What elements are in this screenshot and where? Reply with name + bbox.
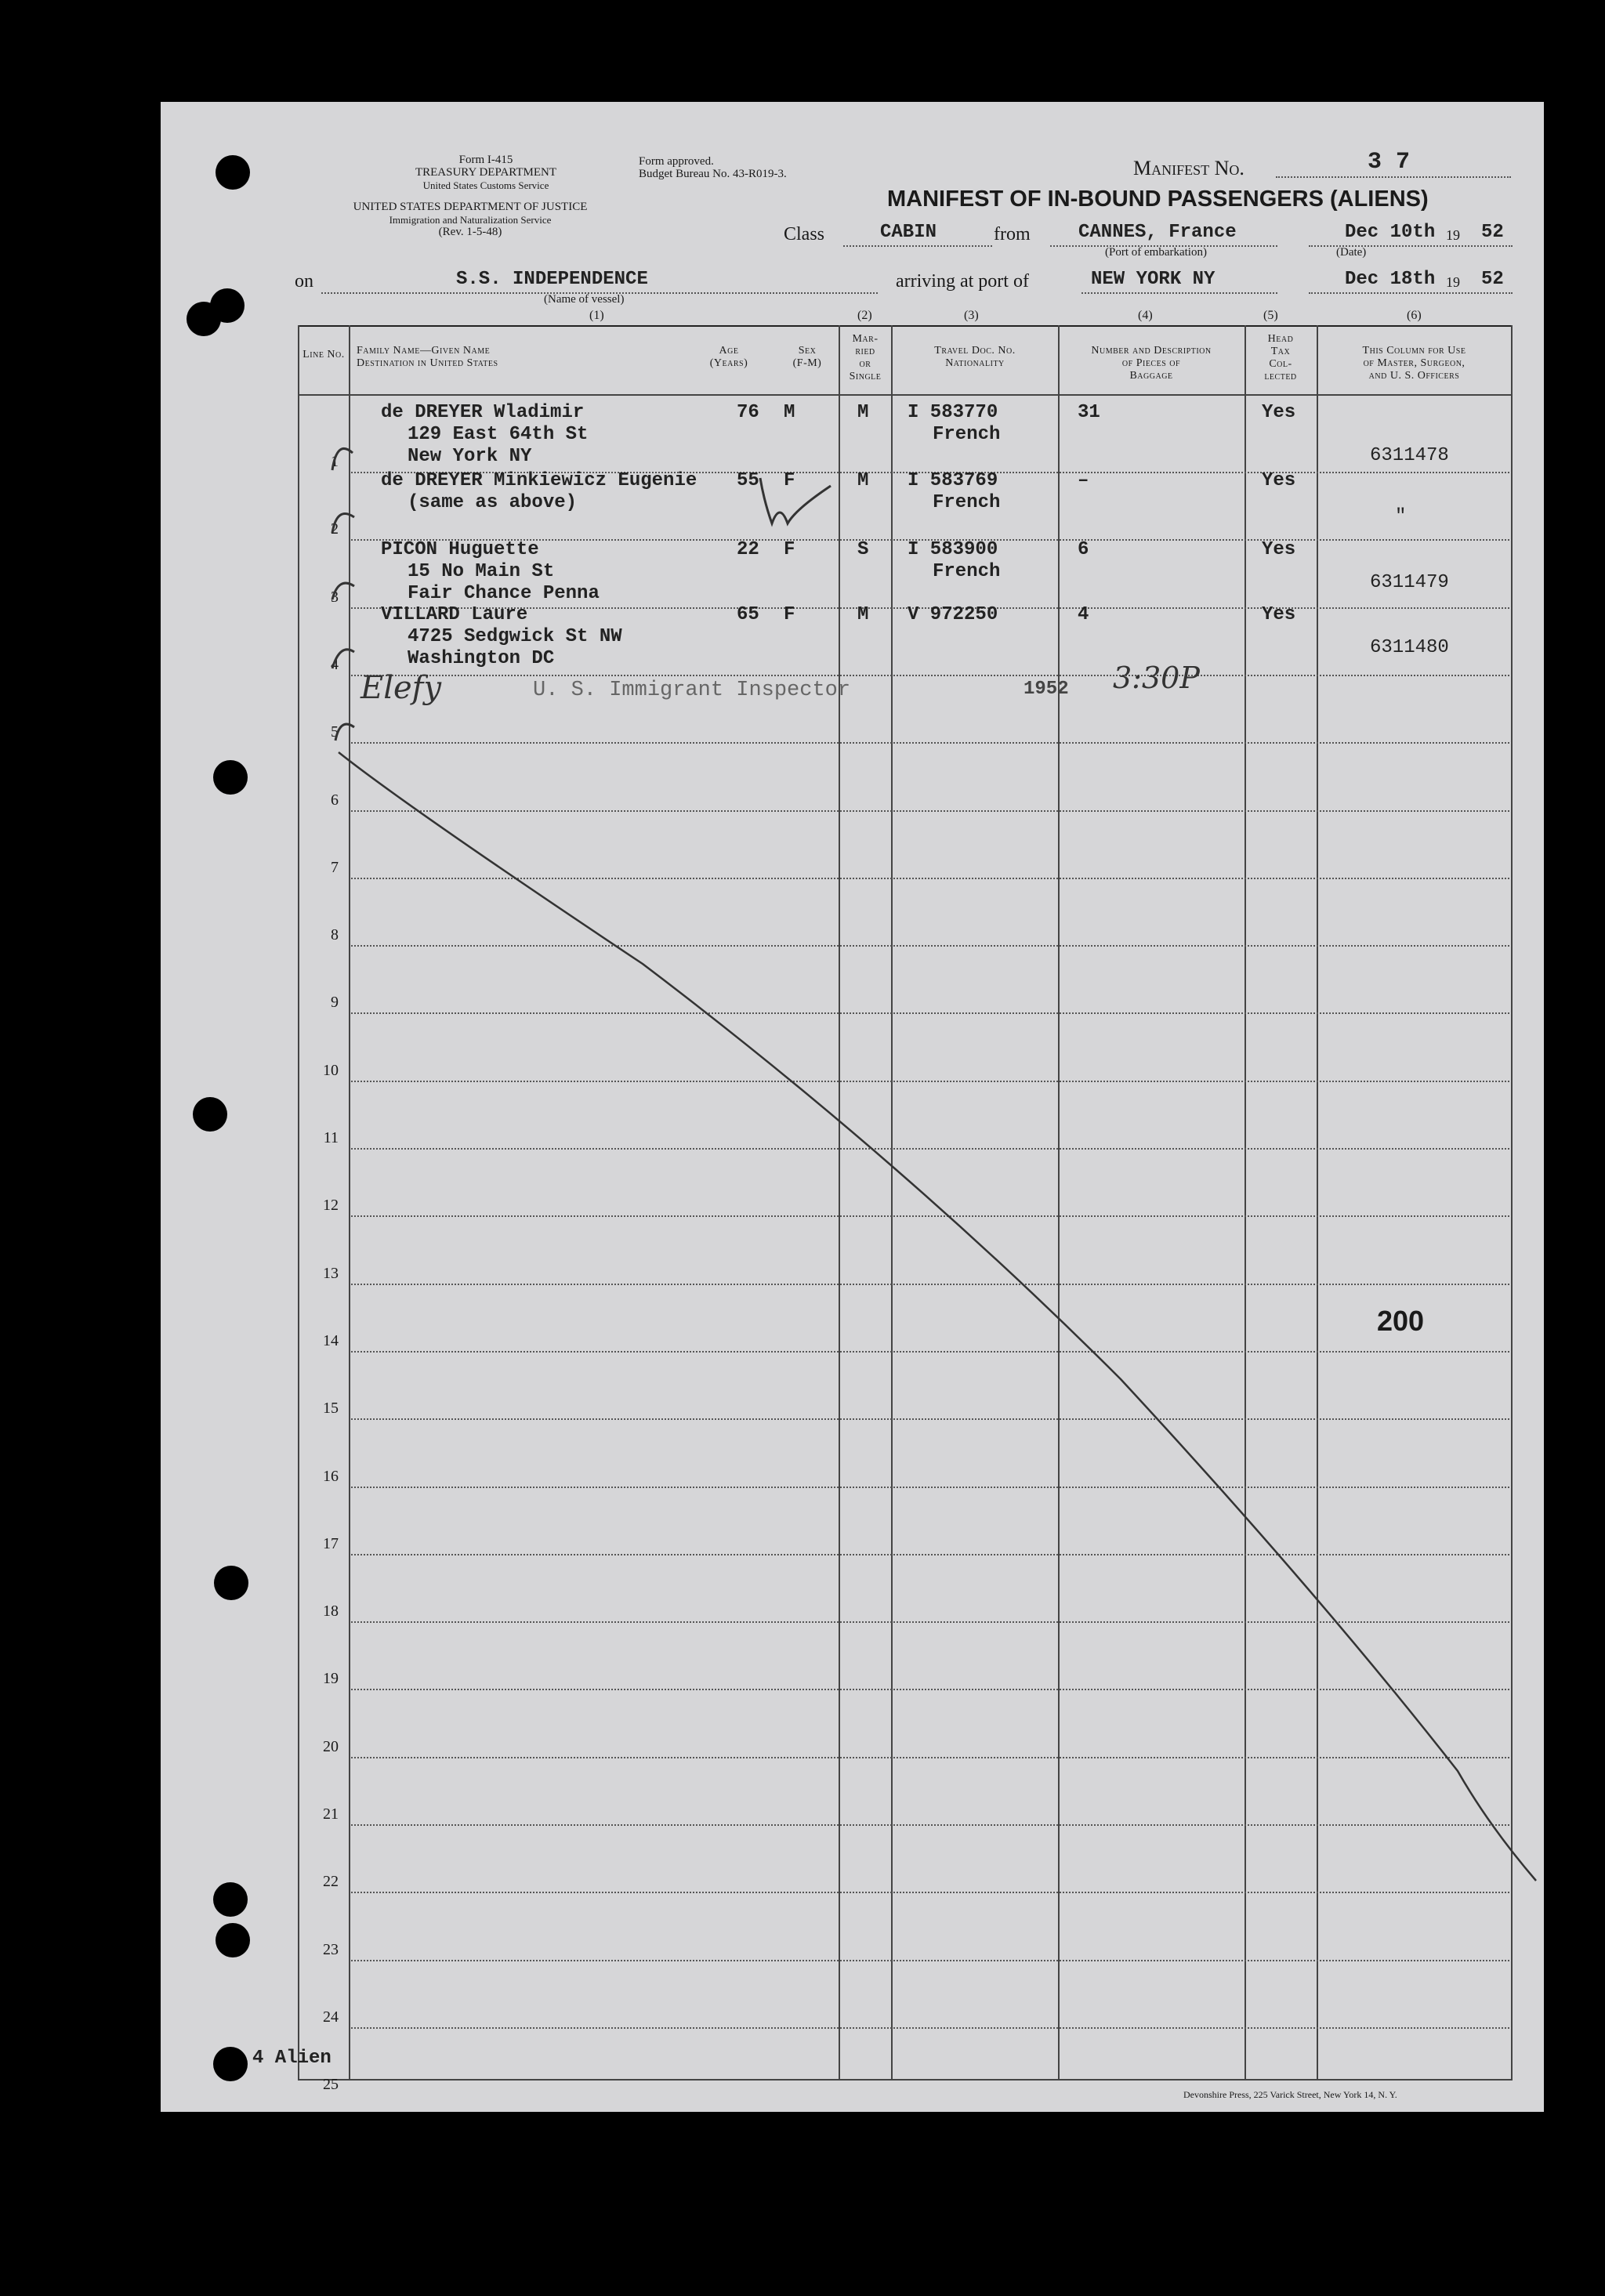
line-number: 5	[331, 723, 339, 741]
passenger-2-baggage: –	[1078, 470, 1089, 491]
passenger-2-age: 55	[737, 470, 759, 491]
passenger-1-doc: I 583770	[908, 402, 998, 423]
arriving-label: arriving at port of	[896, 271, 1029, 292]
vessel-name: S.S. INDEPENDENCE	[456, 269, 648, 290]
justice-dept: UNITED STATES DEPARTMENT OF JUSTICE	[353, 201, 588, 213]
passenger-3-name: PICON Huguette	[381, 539, 539, 560]
line-number: 10	[323, 1062, 339, 1079]
col-number-6: (6)	[1407, 309, 1422, 322]
check-mark-4	[332, 650, 354, 668]
ins-service: Immigration and Naturalization Service	[389, 214, 552, 226]
line-number: 4	[331, 656, 339, 673]
passenger-2-doc: I 583769	[908, 470, 998, 491]
passenger-1-sex: M	[784, 402, 795, 423]
printer-imprint: Devonshire Press, 225 Varick Street, New York 14, N. Y.	[1183, 2089, 1397, 2100]
line-number: 14	[323, 1332, 339, 1349]
passenger-3-married: S	[857, 539, 869, 560]
check-mark-3	[332, 583, 354, 599]
manifest-title: MANIFEST OF IN-BOUND PASSENGERS (ALIENS)	[887, 187, 1429, 212]
line-number: 24	[323, 2008, 339, 2026]
inspector-label: U. S. Immigrant Inspector	[533, 679, 851, 702]
line-number: 16	[323, 1468, 339, 1485]
passenger-4-address: 4725 Sedgwick St NW	[408, 626, 622, 647]
budget-bureau: Budget Bureau No. 43-R019-3.	[639, 168, 787, 180]
vessel-caption: (Name of vessel)	[544, 293, 625, 306]
line-number: 2	[331, 520, 339, 538]
passenger-1-age: 76	[737, 402, 759, 423]
passenger-4-baggage: 4	[1078, 604, 1089, 625]
check-mark-2	[332, 514, 354, 534]
manifest-no-label: Manifest No.	[1133, 157, 1245, 179]
departure-year: 52	[1481, 222, 1504, 243]
passenger-1-nationality: French	[933, 424, 1001, 445]
header-baggage: Number and Description of Pieces of Baggage	[1091, 345, 1212, 382]
passenger-4-city: Washington DC	[408, 648, 555, 669]
from-label: from	[994, 224, 1031, 244]
line-number: 21	[323, 1805, 339, 1823]
passenger-3-officer-no: 6311479	[1370, 572, 1449, 593]
passenger-2-nationality: French	[933, 492, 1001, 513]
passenger-4-tax: Yes	[1262, 604, 1296, 625]
passenger-3-age: 22	[737, 539, 759, 560]
line-number: 11	[323, 1129, 339, 1146]
passenger-1-married: M	[857, 402, 869, 423]
inspection-time: 3:30P	[1113, 661, 1200, 695]
line-number: 15	[323, 1400, 339, 1417]
passenger-1-baggage: 31	[1078, 402, 1100, 423]
year-prefix-2: 19	[1446, 274, 1460, 290]
class-value: CABIN	[880, 222, 937, 243]
col-number-5: (5)	[1263, 309, 1278, 322]
manifest-no-value: 3 7	[1368, 149, 1411, 176]
alien-count: 4 Alien	[252, 2048, 332, 2069]
form-number: Form I-415	[458, 154, 513, 166]
col-number-1: (1)	[589, 309, 604, 322]
passenger-4-officer-no: 6311480	[1370, 637, 1449, 658]
passenger-4-name: VILLARD Laure	[381, 604, 528, 625]
form-approved: Form approved.	[639, 155, 714, 168]
check-mark-1	[332, 448, 353, 470]
departure-date: Dec 10th	[1345, 222, 1436, 243]
passenger-3-nationality: French	[933, 561, 1001, 582]
count-annotation: 200	[1377, 1305, 1425, 1337]
line-number: 19	[323, 1670, 339, 1687]
cancellation-line	[339, 752, 1536, 1881]
header-line-no: Line No.	[303, 349, 345, 360]
header-name: Family Name—Given Name Destination in United States	[357, 345, 498, 369]
class-label: Class	[784, 224, 825, 244]
on-label: on	[295, 271, 313, 292]
col-number-2: (2)	[857, 309, 872, 322]
line-number: 12	[323, 1197, 339, 1214]
header-officers: This Column for Use of Master, Surgeon, and U. S. Officers	[1362, 345, 1466, 382]
customs-service: United States Customs Service	[422, 179, 549, 191]
line-number: 3	[331, 588, 339, 606]
line-number: 7	[331, 859, 339, 876]
line-number: 18	[323, 1602, 339, 1620]
passenger-3-city: Fair Chance Penna	[408, 583, 600, 604]
arrival-port: NEW YORK NY	[1091, 269, 1216, 290]
passenger-1-address: 129 East 64th St	[408, 424, 589, 445]
passenger-1-name: de DREYER Wladimir	[381, 402, 585, 423]
header-head-tax: Head Tax Col- lected	[1264, 333, 1297, 382]
passenger-3-doc: I 583900	[908, 539, 998, 560]
passenger-2-sex: F	[784, 470, 795, 491]
passenger-2-name: de DREYER Minkiewicz Eugenie	[381, 470, 697, 491]
passenger-2-tax: Yes	[1262, 470, 1296, 491]
passenger-1-officer-no: 6311478	[1370, 445, 1449, 466]
line-number: 23	[323, 1941, 339, 1958]
line-number: 9	[331, 994, 339, 1011]
passenger-2-officer-ditto: "	[1395, 506, 1407, 527]
line-number: 13	[323, 1265, 339, 1282]
age-check-mark	[760, 478, 831, 523]
line-number: 8	[331, 926, 339, 943]
port-of-embarkation: CANNES, France	[1078, 222, 1237, 243]
form-revision: (Rev. 1-5-48)	[438, 226, 502, 238]
arrival-year: 52	[1481, 269, 1504, 290]
passenger-1-tax: Yes	[1262, 402, 1296, 423]
check-mark-5	[335, 724, 354, 741]
col-number-3: (3)	[964, 309, 979, 322]
passenger-2-married: M	[857, 470, 869, 491]
header-married: Mar- ried or Single	[849, 333, 882, 382]
line-number: 1	[331, 453, 339, 470]
passenger-4-sex: F	[784, 604, 795, 625]
passenger-3-sex: F	[784, 539, 795, 560]
embarkation-caption: (Port of embarkation)	[1105, 246, 1207, 259]
line-number: 22	[323, 1873, 339, 1890]
passenger-4-age: 65	[737, 604, 759, 625]
line-number: 17	[323, 1535, 339, 1552]
passenger-2-address: (same as above)	[408, 492, 578, 513]
inspector-signature: Elefy	[360, 670, 442, 706]
treasury-dept: TREASURY DEPARTMENT	[415, 166, 557, 179]
line-number: 6	[331, 791, 339, 809]
passenger-1-city: New York NY	[408, 446, 532, 467]
passenger-4-doc: V 972250	[908, 604, 998, 625]
header-age: Age (Years)	[709, 345, 748, 369]
line-number: 20	[323, 1738, 339, 1755]
passenger-3-baggage: 6	[1078, 539, 1089, 560]
passenger-3-tax: Yes	[1262, 539, 1296, 560]
year-prefix: 19	[1446, 227, 1460, 243]
inspection-stamp-year: 1952	[1024, 679, 1069, 700]
date-caption: (Date)	[1336, 246, 1367, 259]
passenger-3-address: 15 No Main St	[408, 561, 555, 582]
arrival-date: Dec 18th	[1345, 269, 1436, 290]
header-travel-doc: Travel Doc. No. Nationality	[934, 345, 1016, 369]
col-number-4: (4)	[1138, 309, 1153, 322]
line-number: 25	[323, 2076, 339, 2093]
passenger-4-married: M	[857, 604, 869, 625]
header-sex: Sex (F-M)	[792, 345, 822, 369]
